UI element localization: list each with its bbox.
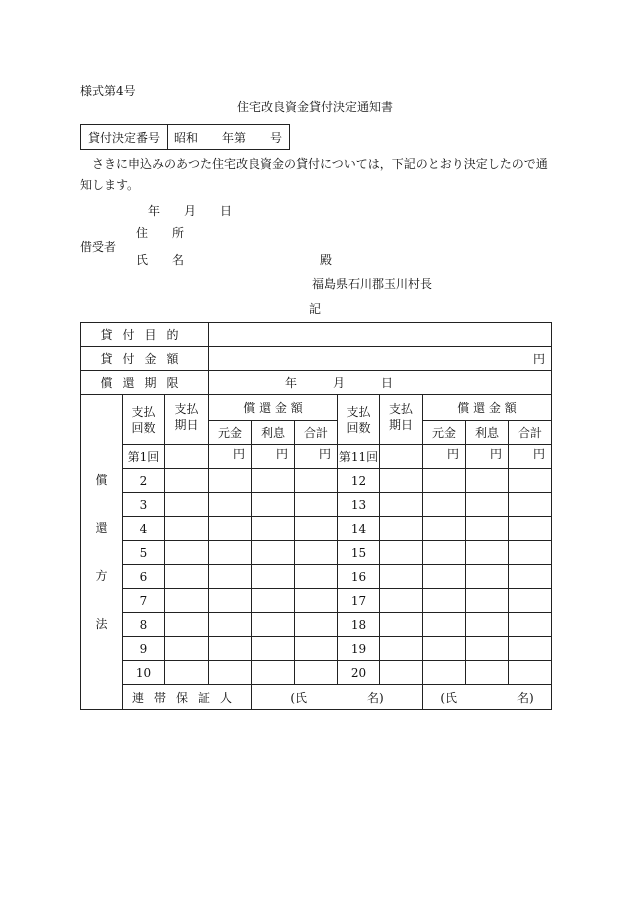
- principal-right[interactable]: [423, 469, 466, 493]
- total-left[interactable]: [295, 541, 338, 565]
- guarantor-label: 連帯保証人: [123, 685, 252, 710]
- installment-row: [81, 517, 552, 541]
- pay-date-right[interactable]: [380, 565, 423, 589]
- total-left[interactable]: [295, 445, 338, 469]
- total-header-left: 合計: [295, 421, 338, 445]
- interest-left[interactable]: [252, 541, 295, 565]
- pay-count-right: 13: [338, 493, 380, 517]
- pay-date-left[interactable]: [165, 493, 209, 517]
- total-left[interactable]: [295, 517, 338, 541]
- pay-date-left[interactable]: [165, 613, 209, 637]
- total-right[interactable]: [509, 637, 552, 661]
- principal-left[interactable]: [209, 493, 252, 517]
- total-left[interactable]: [295, 661, 338, 685]
- loan-purpose-label: 貸付目的: [81, 323, 209, 347]
- pay-date-right[interactable]: [380, 637, 423, 661]
- deadline-date: 年 月 日: [285, 376, 394, 390]
- guarantor-name-left: (氏 名): [290, 690, 384, 705]
- pay-count-right: 16: [338, 565, 380, 589]
- interest-left[interactable]: [252, 445, 295, 469]
- pay-date-left[interactable]: [165, 565, 209, 589]
- pay-count-right: 第11回: [338, 445, 380, 469]
- pay-count-left: 4: [123, 517, 165, 541]
- pay-count-left: 2: [123, 469, 165, 493]
- principal-right[interactable]: [423, 637, 466, 661]
- principal-right[interactable]: [423, 493, 466, 517]
- pay-count-left: 9: [123, 637, 165, 661]
- installment-row: [81, 661, 552, 685]
- installment-row: [81, 493, 552, 517]
- pay-count-right: 20: [338, 661, 380, 685]
- principal-left[interactable]: [209, 469, 252, 493]
- interest-right[interactable]: [466, 445, 509, 469]
- interest-left[interactable]: [252, 493, 295, 517]
- principal-left[interactable]: [209, 589, 252, 613]
- principal-header-left: 元金: [209, 421, 252, 445]
- notice-date: 年 月 日: [148, 204, 233, 218]
- pay-date-header-right: 支払期日: [380, 395, 423, 445]
- yen-unit: 円: [275, 447, 288, 461]
- pay-count-left: 10: [123, 661, 165, 685]
- interest-left[interactable]: [252, 613, 295, 637]
- installment-row: [81, 637, 552, 661]
- honorific-dono: 殿: [320, 253, 333, 267]
- interest-right[interactable]: [466, 517, 509, 541]
- interest-left[interactable]: [252, 565, 295, 589]
- interest-right[interactable]: [466, 565, 509, 589]
- borrower-address-label: 住 所: [136, 226, 185, 240]
- method-char-2: 還: [95, 521, 108, 535]
- method-char-1: 償: [95, 473, 108, 487]
- principal-left[interactable]: [209, 445, 252, 469]
- installment-row: [81, 469, 552, 493]
- total-right[interactable]: [509, 541, 552, 565]
- method-char-4: 法: [95, 617, 108, 631]
- document-title: 住宅改良資金貸付決定通知書: [236, 100, 393, 114]
- guarantor-right[interactable]: [423, 685, 552, 710]
- pay-date-right[interactable]: [380, 469, 423, 493]
- installment-row: [81, 589, 552, 613]
- pay-date-header-left: 支払期日: [165, 395, 209, 445]
- issuer-mayor: 福島県石川郡玉川村長: [312, 277, 433, 291]
- pay-count-left: 第1回: [123, 445, 165, 469]
- loan-amount-field[interactable]: [209, 347, 552, 371]
- principal-right[interactable]: [423, 517, 466, 541]
- loan-details-table: [80, 322, 552, 710]
- decision-number-label: 貸付決定番号: [81, 125, 168, 149]
- total-left[interactable]: [295, 613, 338, 637]
- deadline-field[interactable]: [209, 371, 552, 395]
- pay-date-right[interactable]: [380, 589, 423, 613]
- total-right[interactable]: [509, 565, 552, 589]
- interest-right[interactable]: [466, 661, 509, 685]
- pay-count-right: 18: [338, 613, 380, 637]
- pay-count-left: 7: [123, 589, 165, 613]
- pay-count-header-left: 支払回数: [123, 395, 165, 445]
- interest-right[interactable]: [466, 613, 509, 637]
- guarantor-left[interactable]: [252, 685, 423, 710]
- interest-right[interactable]: [466, 493, 509, 517]
- pay-date-right[interactable]: [380, 613, 423, 637]
- interest-left[interactable]: [252, 637, 295, 661]
- interest-left[interactable]: [252, 589, 295, 613]
- principal-left[interactable]: [209, 565, 252, 589]
- guarantor-name-right: (氏 名): [440, 690, 534, 705]
- pay-count-right: 19: [338, 637, 380, 661]
- pay-count-header-right: 支払回数: [338, 395, 380, 445]
- pay-date-left[interactable]: [165, 445, 209, 469]
- principal-left[interactable]: [209, 541, 252, 565]
- principal-left[interactable]: [209, 613, 252, 637]
- pay-count-left: 8: [123, 613, 165, 637]
- total-right[interactable]: [509, 445, 552, 469]
- pay-date-right[interactable]: [380, 661, 423, 685]
- repay-amount-header-left: 償 還 金 額: [209, 395, 338, 421]
- pay-date-right[interactable]: [380, 493, 423, 517]
- total-header-right: 合計: [509, 421, 552, 445]
- repayment-method-label: [81, 395, 123, 710]
- interest-right[interactable]: [466, 469, 509, 493]
- loan-purpose-field[interactable]: [209, 323, 552, 347]
- yen-unit: 円: [446, 447, 459, 461]
- yen-unit: 円: [532, 447, 545, 461]
- interest-header-right: 利息: [466, 421, 509, 445]
- pay-count-right: 15: [338, 541, 380, 565]
- principal-right[interactable]: [423, 613, 466, 637]
- total-right[interactable]: [509, 661, 552, 685]
- deadline-label: 償還期限: [81, 371, 209, 395]
- yen-unit: 円: [318, 447, 331, 461]
- pay-count-left: 6: [123, 565, 165, 589]
- pay-date-left[interactable]: [165, 661, 209, 685]
- total-left[interactable]: [295, 469, 338, 493]
- pay-date-left[interactable]: [165, 589, 209, 613]
- notice-body-text: さきに申込みのあつた住宅改良資金の貸付については，下記のとおり決定したので通知します。: [80, 157, 548, 192]
- pay-count-right: 17: [338, 589, 380, 613]
- pay-date-right[interactable]: [380, 445, 423, 469]
- pay-count-left: 5: [123, 541, 165, 565]
- installment-row: [81, 613, 552, 637]
- interest-left[interactable]: [252, 517, 295, 541]
- pay-date-right[interactable]: [380, 541, 423, 565]
- interest-header-left: 利息: [252, 421, 295, 445]
- installment-row: [81, 445, 552, 469]
- repay-amount-header-right: 償 還 金 額: [423, 395, 552, 421]
- pay-count-right: 14: [338, 517, 380, 541]
- loan-amount-label: 貸付金額: [81, 347, 209, 371]
- pay-date-left[interactable]: [165, 541, 209, 565]
- principal-left[interactable]: [209, 661, 252, 685]
- decision-number-box: [80, 124, 290, 150]
- total-right[interactable]: [509, 613, 552, 637]
- method-char-3: 方: [95, 569, 108, 583]
- pay-date-left[interactable]: [165, 517, 209, 541]
- yen-unit: 円: [489, 447, 502, 461]
- pay-date-right[interactable]: [380, 517, 423, 541]
- total-left[interactable]: [295, 589, 338, 613]
- principal-right[interactable]: [423, 661, 466, 685]
- pay-count-right: 12: [338, 469, 380, 493]
- pay-date-left[interactable]: [165, 637, 209, 661]
- principal-left[interactable]: [209, 637, 252, 661]
- total-left[interactable]: [295, 565, 338, 589]
- principal-left[interactable]: [209, 517, 252, 541]
- total-right[interactable]: [509, 589, 552, 613]
- interest-right[interactable]: [466, 589, 509, 613]
- principal-header-right: 元金: [423, 421, 466, 445]
- principal-right[interactable]: [423, 589, 466, 613]
- ki-heading: 記: [308, 302, 321, 316]
- principal-right[interactable]: [423, 541, 466, 565]
- total-right[interactable]: [509, 493, 552, 517]
- total-right[interactable]: [509, 469, 552, 493]
- total-left[interactable]: [295, 637, 338, 661]
- installment-row: [81, 565, 552, 589]
- decision-number-value: 昭和 年第 号: [174, 130, 283, 145]
- interest-left[interactable]: [252, 661, 295, 685]
- interest-right[interactable]: [466, 637, 509, 661]
- total-right[interactable]: [509, 517, 552, 541]
- total-left[interactable]: [295, 493, 338, 517]
- form-number: 様式第4号: [80, 84, 136, 98]
- yen-unit: 円: [232, 447, 245, 461]
- yen-unit: 円: [532, 352, 545, 366]
- interest-left[interactable]: [252, 469, 295, 493]
- installment-row: [81, 541, 552, 565]
- pay-date-left[interactable]: [165, 469, 209, 493]
- principal-right[interactable]: [423, 565, 466, 589]
- borrower-label: 借受者: [80, 240, 117, 254]
- borrower-name-label: 氏 名: [136, 253, 185, 267]
- pay-count-left: 3: [123, 493, 165, 517]
- principal-right[interactable]: [423, 445, 466, 469]
- interest-right[interactable]: [466, 541, 509, 565]
